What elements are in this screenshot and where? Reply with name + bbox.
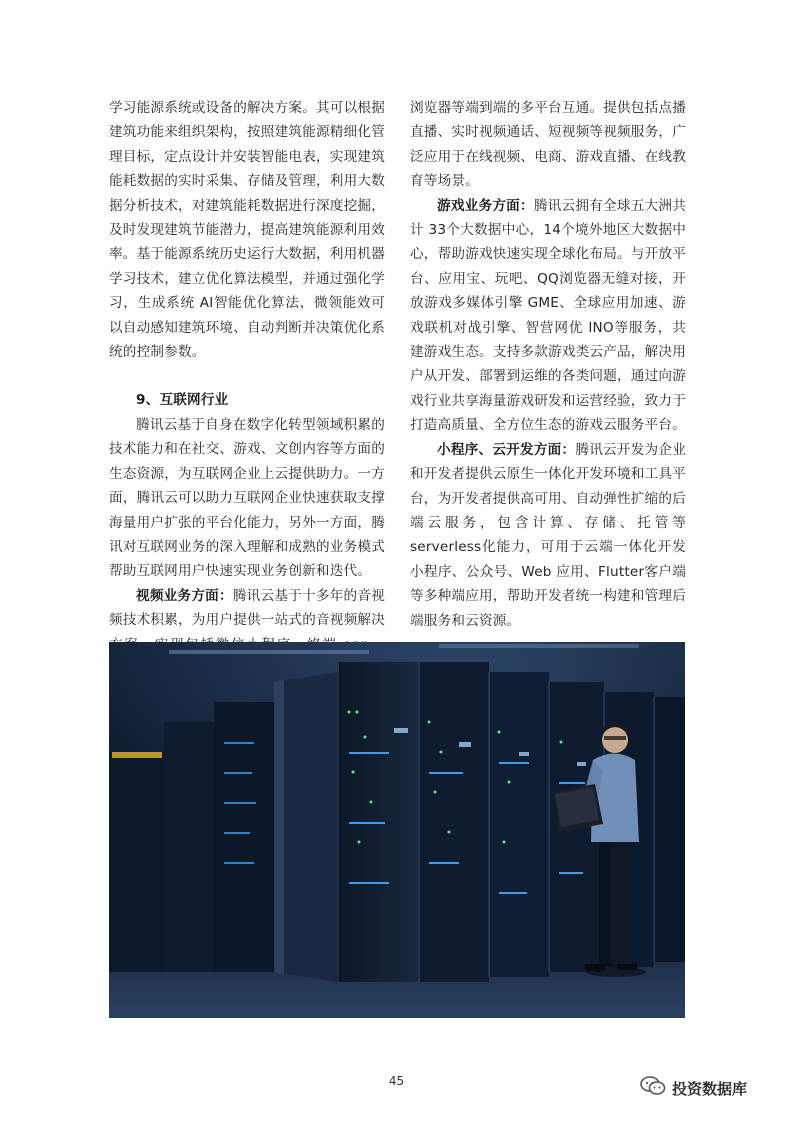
- paragraph-energy: 学习能源系统或设备的解决方案。其可以根据建筑功能来组织架构，按照建筑能源精细化管理目标，定点设计并安装智能电表，实现建筑能耗数据的实时采集、存储及管理，利用大数据分析技术，对建筑能耗数据进行深度挖掘，及时发现建筑节能潜力，提高建筑能源利用效率。基于能源系统历史运行大数据，利用机器学习技术，建立优化算法模型，并通过强化学习，生成系统 AI智能优化算法，微领能效可以自动感知建筑环境、自动判断并决策优化系统的控制参数。: [109, 100, 385, 361]
- wechat-icon: [640, 1076, 666, 1100]
- right-column: [410, 96, 686, 633]
- page-number: 45: [388, 1074, 405, 1088]
- watermark-text: 投资数据库: [672, 1079, 748, 1098]
- miniprogram-label: 小程序、云开发方面：: [437, 441, 576, 458]
- video-label: 视频业务方面：: [136, 587, 233, 604]
- wechat-watermark: [640, 1076, 747, 1100]
- game-text: 腾讯云拥有全球五大洲共计 33个大数据中心，14个境外地区大数据中心，帮助游戏快速实现全球化布局。与开放平台、应用宝、玩吧、QQ浏览器无缝对接，开放游戏多媒体引擎 GME、全球应用加速、游戏联机对战引擎、智营网优 INO等服务，共建游戏生态。支持多款游戏类云产品，解决用户从开发、部署到运维的各类问题，通过向游戏行业共享海量游戏研发和运营经验，致力于打造高质量、全方位生态的游戏云服务平台。: [410, 197, 687, 434]
- server-room-illustration: [109, 642, 685, 1018]
- paragraph-video-cont: 浏览器等端到端的多平台互通。提供包括点播直播、实时视频通话、短视频等视频服务，广泛应用于在线视频、电商、游戏直播、在线教育等场景。: [410, 100, 686, 190]
- paragraph-game: [410, 194, 686, 438]
- left-column: [109, 96, 385, 681]
- video-text: 腾讯云基于十多年的音视频技术积累，为用户提供一站式的音视频解决: [109, 587, 386, 629]
- game-label: 游戏业务方面：: [437, 197, 534, 214]
- paragraph-miniprogram: [410, 438, 686, 633]
- section-heading-internet: 9、互联网行业: [136, 392, 229, 409]
- miniprogram-text: 腾讯云开发为企业和开发者提供云原生一体化开发环境和工具平台，为开发者提供高可用、自动弹性扩缩的后端云服务，包含计算、存储、托管等 serverless化能力，可用于云端一体化开发小程序、公众号、Web 应用、Flutter客户端等多种端应用，帮助开发者统一构建和管理后端服务和云资源。: [410, 441, 686, 629]
- data-center-photo: [109, 642, 685, 1018]
- paragraph-internet-intro: 腾讯云基于自身在数字化转型领域积累的技术能力和在社交、游戏、文创内容等方面的生态资源，为互联网企业上云提供助力。一方面，腾讯云可以助力互联网企业快速获取支撑海量用户扩张的平台化能力，另外一方面，腾讯对互联网业务的深入理解和成熟的业务模式帮助互联网用户快速实现业务创新和迭代。: [109, 416, 385, 580]
